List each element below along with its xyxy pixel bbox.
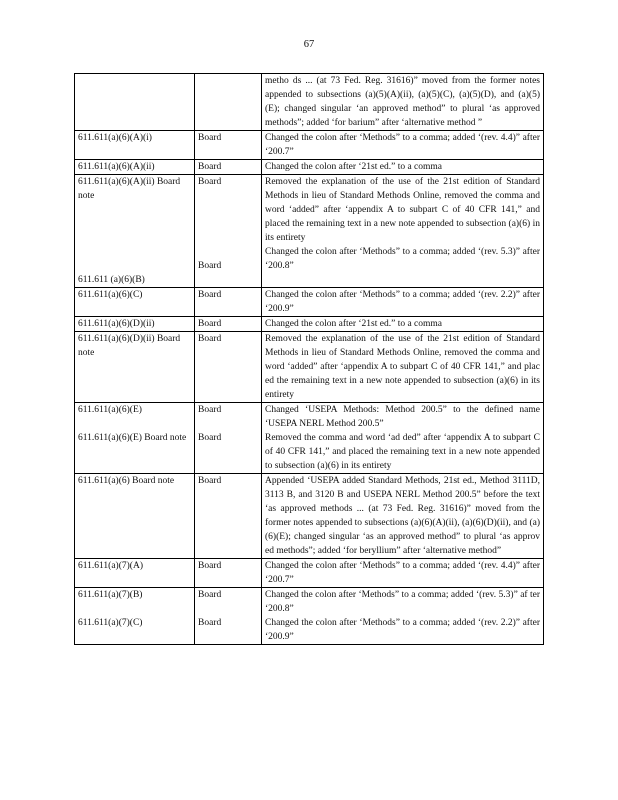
table-row <box>75 403 544 474</box>
body-cell <box>195 559 262 588</box>
section-cell <box>75 332 195 403</box>
body-cell <box>195 332 262 403</box>
body-cell <box>195 74 262 131</box>
change-description <box>262 175 544 288</box>
change-description-text: Changed the colon after ‘Methods” to a comma; added ‘(rev. 4.4)” after ‘200.7” <box>265 561 540 585</box>
section-cell-text: 611.611(a)(6)(C) <box>78 290 143 300</box>
body-cell <box>195 160 262 175</box>
change-description <box>262 317 544 332</box>
change-description-text: metho ds ... (at 73 Fed. Reg. 31616)” moved from the former notes appended to subsections (a)(5)(A)(ii), (a)(5)(C), (a)(5)(D), and (a)(5)(E); changed singular ‘an approved method” to plural ‘as approved methods”; added ‘for barium” after ‘alternative method ” <box>265 76 540 128</box>
section-cell <box>75 474 195 559</box>
table-row <box>75 559 544 588</box>
section-cell-text: 611.611(a)(7)(B) <box>78 590 143 600</box>
change-description <box>262 474 544 559</box>
change-description-text: Changed ‘USEPA Methods: Method 200.5” to the defined name ‘USEPA NERL Method 200.5” <box>265 405 540 429</box>
body-cell-text: Board <box>198 261 222 271</box>
body-cell <box>195 175 262 288</box>
section-cell <box>75 131 195 160</box>
change-description <box>262 74 544 131</box>
body-cell-text: Board <box>198 590 222 600</box>
table-row <box>75 474 544 559</box>
table-row <box>75 160 544 175</box>
table-row <box>75 588 544 645</box>
change-description-text: Changed the colon after ‘Methods” to a comma; added ‘(rev. 5.3)” after ‘200.8” <box>265 247 540 271</box>
table-row <box>75 317 544 332</box>
section-cell-text: 611.611 (a)(6)(B) <box>78 275 145 285</box>
body-cell <box>195 588 262 645</box>
body-cell-text: Board <box>198 319 222 329</box>
change-description-text: Removed the comma and word ‘ad ded” after ‘appendix A to subpart C of 40 CFR 141,” and placed the remaining text in a new note appended to subsection (a)(6) in its entirety <box>265 433 540 471</box>
section-cell <box>75 160 195 175</box>
section-cell-text: 611.611(a)(6)(E) <box>78 405 142 415</box>
change-description <box>262 588 544 645</box>
change-description <box>262 160 544 175</box>
section-cell-text: 611.611(a)(6)(A)(ii) <box>78 162 155 172</box>
change-description <box>262 559 544 588</box>
section-cell <box>75 175 195 288</box>
section-cell <box>75 403 195 474</box>
section-cell-text: 611.611(a)(6)(E) Board note <box>78 433 187 443</box>
section-cell-text: 611.611(a)(7)(C) <box>78 618 143 628</box>
body-cell-text: Board <box>198 162 222 172</box>
section-cell-text: 611.611(a)(6) Board note <box>78 476 175 486</box>
body-cell-text: Board <box>198 433 222 443</box>
change-description-text: Changed the colon after ‘Methods” to a comma; added ‘(rev. 2.2)” after ‘200.9” <box>265 618 540 642</box>
table-row <box>75 175 544 288</box>
change-description-text: Changed the colon after ‘21st ed.” to a comma <box>265 319 443 329</box>
section-cell-text: 611.611(a)(6)(A)(i) <box>78 133 152 143</box>
body-cell-text: Board <box>198 618 222 628</box>
change-description <box>262 288 544 317</box>
change-description-text: Changed the colon after ‘Methods” to a comma; added ‘(rev. 4.4)” after ‘200.7” <box>265 133 540 157</box>
section-cell <box>75 588 195 645</box>
change-description-text: Removed the explanation of the use of the 21st edition of Standard Methods in lieu of Standard Methods Online, removed the comma and word ‘added” after ‘appendix A to subpart C of 40 CFR 141,” and plac ed the remaining text in a new note appended to subsection (a)(6) in its entirety <box>265 334 540 400</box>
page-number: 67 <box>303 39 315 50</box>
change-description <box>262 332 544 403</box>
section-cell-text: 611.611(a)(6)(D)(ii) <box>78 319 155 329</box>
body-cell-text: Board <box>198 561 222 571</box>
section-cell <box>75 288 195 317</box>
body-cell-text: Board <box>198 290 222 300</box>
table-row <box>75 74 544 131</box>
body-cell <box>195 317 262 332</box>
body-cell <box>195 403 262 474</box>
body-cell-text: Board <box>198 334 222 344</box>
section-cell-text: 611.611(a)(6)(D)(ii) Board note <box>78 334 181 358</box>
body-cell <box>195 288 262 317</box>
change-description-text: Appended ‘USEPA added Standard Methods, 21st ed., Method 3111D, 3113 B, and 3120 B and USEPA NERL Method 200.5” before the text ‘as approved methods ... (at 73 Fed. Reg. 31616)” moved from the former notes appended to subsections (a)(6)(A)(ii), (a)(6)(D)(ii), and (a)(6)(E); changed singular ‘as an approved method” to plural ‘as approv ed methods”; added ‘for beryllium” after ‘alternative method” <box>265 476 540 556</box>
table-row <box>75 332 544 403</box>
body-cell-text: Board <box>198 177 222 187</box>
body-cell-text: Board <box>198 476 222 486</box>
section-cell <box>75 559 195 588</box>
change-description-text: Removed the explanation of the use of the 21st edition of Standard Methods in lieu of Standard Methods Online, removed the comma and word ‘added” after ‘appendix A to subpart C of 40 CFR 141,” and placed the remaining text in a new note appended to subsection (a)(6) in its entirety <box>265 177 540 243</box>
change-description <box>262 403 544 474</box>
change-description <box>262 131 544 160</box>
change-description-text: Changed the colon after ‘21st ed.” to a comma <box>265 162 443 172</box>
section-cell-text: 611.611(a)(6)(A)(ii) Board note <box>78 177 181 201</box>
section-cell-text: 611.611(a)(7)(A) <box>78 561 143 571</box>
amendments-table <box>74 73 544 645</box>
table-row <box>75 131 544 160</box>
body-cell <box>195 474 262 559</box>
change-description-text: Changed the colon after ‘Methods” to a comma; added ‘(rev. 2.2)” after ‘200.9” <box>265 290 540 314</box>
section-cell <box>75 317 195 332</box>
body-cell-text: Board <box>198 133 222 143</box>
table-row <box>75 288 544 317</box>
body-cell <box>195 131 262 160</box>
body-cell-text: Board <box>198 405 222 415</box>
change-description-text: Changed the colon after ‘Methods” to a comma; added ‘(rev. 5.3)” af ter ‘200.8” <box>265 590 540 614</box>
section-cell <box>75 74 195 131</box>
